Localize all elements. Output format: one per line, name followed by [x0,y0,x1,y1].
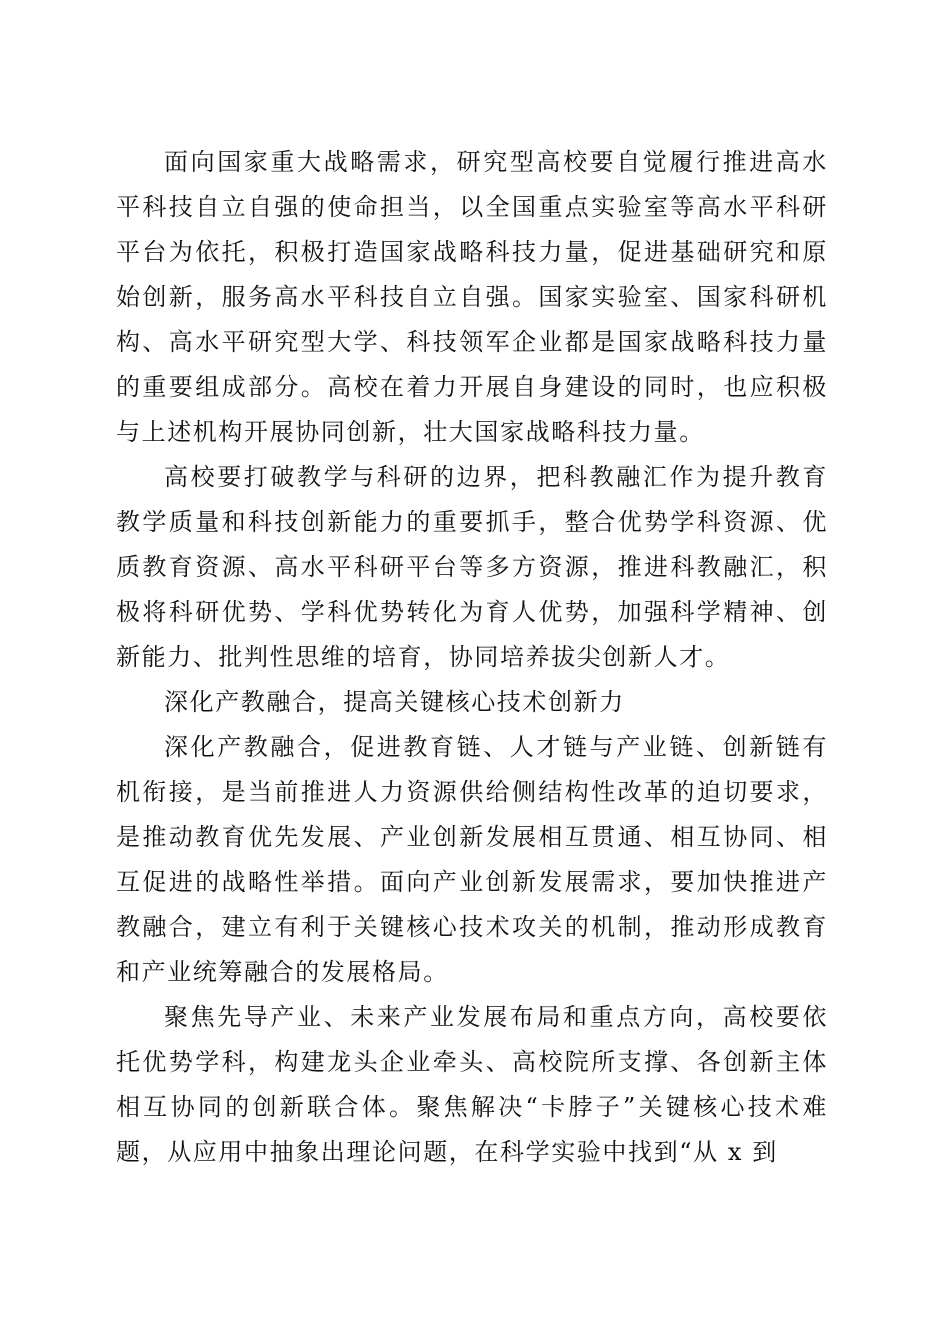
paragraph-science-education: 高校要打破教学与科研的边界，把科教融汇作为提升教育教学质量和科技创新能力的重要抓手，整合优势学科资源、优质教育资源、高水平科研平台等多方资源，推进科教融汇，积极将科研优势、学科优势转化为育人优势，加强科学精神、创新能力、批判性思维的培育，协同培养拔尖创新人才。 [116,463,828,671]
section-heading: 深化产教融合，提高关键核心技术创新力 [164,688,625,716]
document-body [116,140,828,1175]
paragraph-leading-industries: 聚焦先导产业、未来产业发展布局和重点方向，高校要依托优势学科，构建龙头企业牵头、高校院所支撑、各创新主体相互协同的创新联合体。聚焦解决“卡脖子”关键核心技术难题，从应用中抽象出理论问题，在科学实验中找到“从 x 到 [116,1003,828,1166]
paragraph-industry-education: 深化产教融合，促进教育链、人才链与产业链、创新链有机衔接，是当前推进人力资源供给侧结构性改革的迫切要求，是推动教育优先发展、产业创新发展相互贯通、相互协同、相互促进的战略性举措。面向产业创新发展需求，要加快推进产教融合，建立有利于关键核心技术攻关的机制，推动形成教育和产业统筹融合的发展格局。 [116,733,828,986]
paragraph-strategic-needs: 面向国家重大战略需求，研究型高校要自觉履行推进高水平科技自立自强的使命担当，以全国重点实验室等高水平科研平台为依托，积极打造国家战略科技力量，促进基础研究和原始创新，服务高水平科技自立自强。国家实验室、国家科研机构、高水平研究型大学、科技领军企业都是国家战略科技力量的重要组成部分。高校在着力开展自身建设的同时，也应积极与上述机构开展协同创新，壮大国家战略科技力量。 [116,148,828,446]
